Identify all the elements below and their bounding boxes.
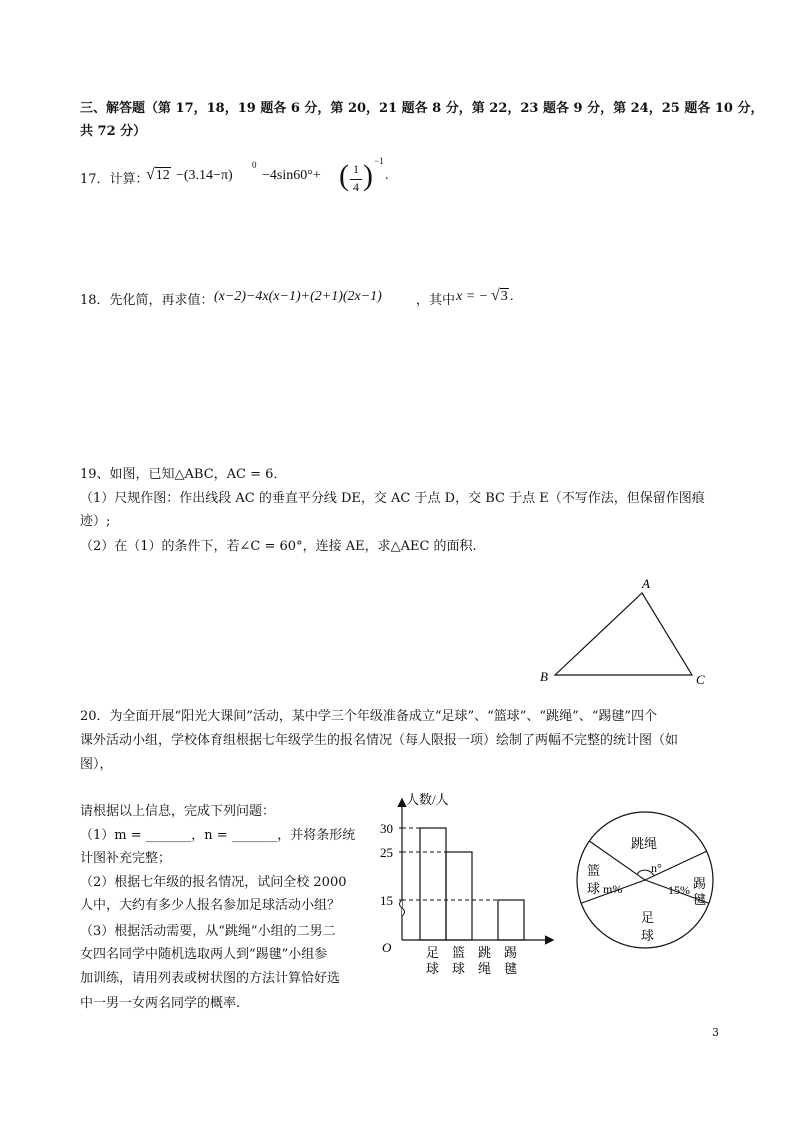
- bar-1: [420, 828, 446, 940]
- q17-prompt: 计算：: [109, 172, 149, 187]
- q19-part1-line1: （1）尺规作图：作出线段 AC 的垂直平分线 DE，交 AC 于点 D，交 BC 于点 E（不写作法，但保留作图痕: [80, 491, 705, 506]
- bar-4: [498, 900, 524, 940]
- pie-label-zuqiu-2: 球: [641, 928, 655, 943]
- q17-expr-b: −4sin60°+: [262, 168, 321, 183]
- x-tick-label: 足: [426, 945, 440, 960]
- q20-part3-line2: 女四名同学中随机选取两人到“踢毽”小组参: [80, 947, 328, 962]
- label-b: B: [540, 669, 548, 684]
- section-heading-line1: 三、解答题（第 17，18，19 题各 6 分，第 20，21 题各 8 分，第 22，23 题各 9 分，第 24，25 题各 10 分，: [80, 101, 764, 116]
- q20-part1-line2: 计图补充完整；: [80, 851, 172, 866]
- q19-title: 19、如图，已知△ABC，AC = 6．: [80, 467, 287, 482]
- axis-break: [400, 900, 405, 916]
- q18-radicand: 3: [500, 289, 508, 304]
- x-tick-label: 球: [426, 961, 440, 976]
- x-tick-label: 踢: [504, 945, 518, 960]
- q17-right-paren: ): [363, 159, 373, 192]
- x-tick-label: 球: [452, 961, 466, 976]
- y-tick-label: 25: [380, 845, 393, 860]
- q17-period: .: [385, 168, 389, 183]
- pie-label-tijian-2: 毽: [693, 892, 707, 907]
- q20-part2-line2: 人中，大约有多少人报名参加足球活动小组？: [80, 898, 341, 913]
- label-a: A: [642, 576, 650, 591]
- x-tick-label: 绳: [478, 961, 492, 976]
- q20-part1-line1: （1）m = _______，n = _______，并将条形统: [80, 828, 356, 843]
- q17-frac-num: 1: [353, 162, 359, 176]
- x-tick-label: 跳: [478, 945, 492, 960]
- q20-lead: 请根据以上信息，完成下列问题：: [80, 804, 276, 819]
- q20-part3-line1: （3）根据活动需要，从“跳绳”小组的二男二: [80, 924, 336, 939]
- label-c: C: [696, 672, 705, 687]
- q18-period: .: [510, 289, 514, 304]
- pie-label-lanqiu-1: 篮: [587, 863, 601, 878]
- q18-prompt: 先化简，再求值：: [109, 293, 214, 308]
- q20-intro-line1: 20．为全面开展“阳光大课间”活动，某中学三个年级准备成立“足球”、“篮球”、“跳绳”、“踢毽”四个: [80, 709, 658, 724]
- q20-part3-line4: 中一男一女两名同学的概率.: [80, 996, 241, 1011]
- pie-value-n: n°: [651, 861, 662, 875]
- x-tick-label: 篮: [452, 945, 466, 960]
- question-17: [80, 158, 480, 198]
- pie-label-zuqiu-1: 足: [641, 910, 655, 925]
- section-heading-line2: 共 72 分）: [80, 124, 147, 139]
- pie-label-lanqiu-2: 球: [587, 881, 601, 896]
- page-number: 3: [712, 1026, 719, 1039]
- q20-part2-line1: （2）根据七年级的报名情况，试问全校 2000: [80, 875, 347, 890]
- pie-value-m: m%: [603, 882, 623, 896]
- question-18: [80, 289, 540, 313]
- q17-sqrt: √12: [146, 166, 170, 183]
- triangle-abc: [555, 593, 692, 675]
- q18-number: 18．: [80, 293, 110, 308]
- triangle-abc-figure: [530, 575, 730, 690]
- q17-exp-zero: 0: [252, 160, 257, 170]
- q17-exp-neg1: −1: [374, 156, 384, 166]
- q18-x-eq: x = −: [456, 289, 489, 304]
- pie-chart: [570, 800, 720, 960]
- y-axis-label: 人数/人: [406, 792, 449, 807]
- x-tick-label: 毽: [504, 961, 518, 976]
- q17-frac-den: 4: [353, 180, 359, 194]
- q20-intro-line2: 课外活动小组，学校体育组根据七年级学生的报名情况（每人限报一项）绘制了两幅不完整的统计图（如: [80, 733, 679, 748]
- q18-where: ，其中: [416, 293, 456, 308]
- pie-label-tijian-1: 踢: [693, 876, 707, 891]
- pie-label-tiaosheng: 跳绳: [631, 836, 658, 851]
- q20-intro-line3: 图），: [80, 757, 113, 772]
- q20-part3-line3: 加训练，请用列表或树状图的方法计算恰好选: [80, 971, 341, 986]
- y-tick-label: 30: [380, 821, 393, 836]
- bar-chart: [370, 780, 560, 980]
- q18-sqrt: √3: [491, 287, 508, 304]
- y-tick-label: 15: [380, 893, 393, 908]
- q17-left-paren: (: [339, 159, 349, 192]
- origin-label: O: [382, 940, 392, 955]
- q19-part1-line2: 迹）;: [80, 514, 111, 529]
- q19-part2: （2）在（1）的条件下，若∠C = 60°，连接 AE，求△AEC 的面积.: [80, 539, 477, 554]
- bar-2: [446, 852, 472, 940]
- q17-radicand: 12: [155, 168, 170, 183]
- pie-value-15: 15%: [668, 883, 690, 897]
- q17-number: 17．: [80, 172, 110, 187]
- q18-expression: (x−2)−4x(x−1)+(2+1)(2x−1): [214, 289, 382, 304]
- q17-expr-a: −(3.14−π): [176, 168, 233, 183]
